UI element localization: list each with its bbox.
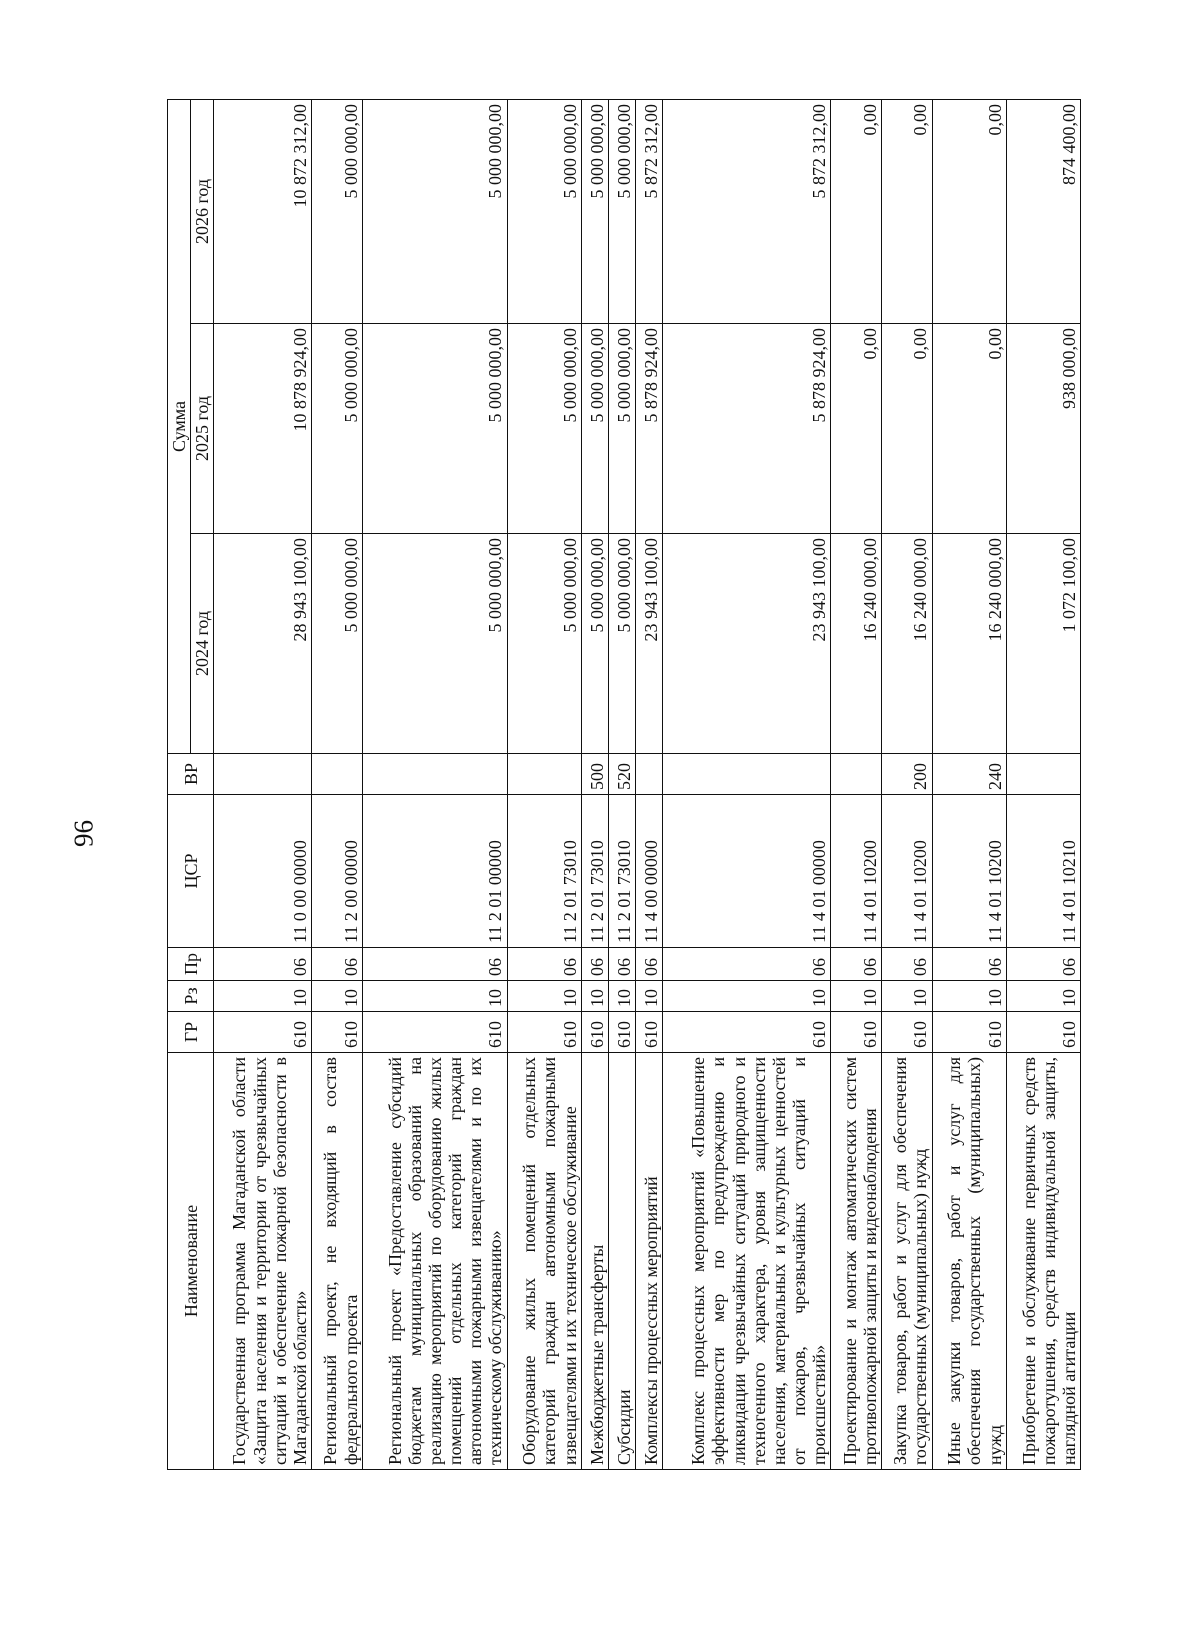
cell-vr [312, 754, 363, 795]
cell-csr: 11 2 01 73010 [608, 795, 635, 948]
cell-rz: 10 [214, 981, 312, 1012]
table-row [932, 99, 1006, 1469]
header-2026: 2026 год [191, 99, 214, 323]
cell-vr [662, 754, 830, 795]
cell-name: Проектирование и монтаж автоматических систем противопожарной защиты и видеонаблюдения [831, 1053, 882, 1470]
cell-name: Региональный проект, не входящий в состав федерального проекта [312, 1053, 363, 1470]
cell-vr [362, 754, 507, 795]
header-row-top [168, 99, 191, 1469]
cell-rz: 10 [581, 981, 608, 1012]
cell-vr: 520 [608, 754, 635, 795]
cell-csr: 11 4 01 10200 [932, 795, 1006, 948]
cell-y2026: 5 000 000,00 [581, 99, 608, 323]
cell-y2024: 16 240 000,00 [831, 534, 882, 754]
cell-y2026: 0,00 [932, 99, 1006, 323]
table-row [1006, 99, 1080, 1469]
cell-y2025: 5 000 000,00 [581, 324, 608, 534]
budget-table-body [214, 99, 1081, 1469]
cell-vr [831, 754, 882, 795]
cell-y2024: 5 000 000,00 [608, 534, 635, 754]
cell-pr: 06 [662, 948, 830, 981]
cell-gr: 610 [662, 1012, 830, 1053]
header-2025: 2025 год [191, 324, 214, 534]
cell-pr: 06 [831, 948, 882, 981]
cell-y2025: 5 000 000,00 [608, 324, 635, 534]
page-number: 96 [68, 820, 99, 847]
cell-y2025: 5 878 924,00 [662, 324, 830, 534]
cell-gr: 610 [635, 1012, 662, 1053]
cell-gr: 610 [881, 1012, 932, 1053]
header-2024: 2024 год [191, 534, 214, 754]
header-vr: ВР [168, 754, 214, 795]
cell-vr [635, 754, 662, 795]
cell-rz: 10 [362, 981, 507, 1012]
cell-rz: 10 [608, 981, 635, 1012]
cell-gr: 610 [831, 1012, 882, 1053]
cell-y2025: 938 000,00 [1006, 324, 1080, 534]
table-row [662, 99, 830, 1469]
cell-y2026: 874 400,00 [1006, 99, 1080, 323]
cell-y2026: 0,00 [831, 99, 882, 323]
header-pr: Пр [168, 948, 214, 981]
table-row [831, 99, 882, 1469]
cell-vr: 200 [881, 754, 932, 795]
cell-csr: 11 4 01 00000 [662, 795, 830, 948]
cell-y2025: 0,00 [881, 324, 932, 534]
cell-csr: 11 2 01 73010 [581, 795, 608, 948]
cell-y2025: 5 000 000,00 [507, 324, 581, 534]
cell-name: Иные закупки товаров, работ и услуг для обеспечения государственных (муниципальных) нужд [932, 1053, 1006, 1470]
cell-name: Комплексы процессных мероприятий [635, 1053, 662, 1470]
cell-y2025: 5 878 924,00 [635, 324, 662, 534]
cell-y2025: 10 878 924,00 [214, 324, 312, 534]
cell-y2024: 5 000 000,00 [581, 534, 608, 754]
cell-vr: 240 [932, 754, 1006, 795]
cell-rz: 10 [831, 981, 882, 1012]
header-sum: Сумма [168, 99, 191, 753]
cell-name: Государственная программа Магаданской области «Защита населения и территории от чрезвычайных ситуаций и обеспечение пожарной безопасности в Магаданской области» [214, 1053, 312, 1470]
cell-csr: 11 4 01 10200 [831, 795, 882, 948]
cell-csr: 11 4 01 10210 [1006, 795, 1080, 948]
cell-y2024: 5 000 000,00 [312, 534, 363, 754]
cell-pr: 06 [214, 948, 312, 981]
table-row [608, 99, 635, 1469]
table-row [635, 99, 662, 1469]
budget-table-wrapper [167, 100, 1081, 1470]
cell-name: Региональный проект «Предоставление субсидий бюджетам муниципальных образований на реализацию мероприятий по оборудованию жилых помещений отдельных категорий граждан автономными пожарными извещателями и по их техническому обслуживанию» [362, 1053, 507, 1470]
cell-gr: 610 [1006, 1012, 1080, 1053]
table-row [507, 99, 581, 1469]
cell-y2026: 0,00 [881, 99, 932, 323]
cell-y2024: 5 000 000,00 [362, 534, 507, 754]
cell-gr: 610 [362, 1012, 507, 1053]
cell-gr: 610 [932, 1012, 1006, 1053]
cell-pr: 06 [362, 948, 507, 981]
cell-y2024: 5 000 000,00 [507, 534, 581, 754]
cell-y2025: 5 000 000,00 [312, 324, 363, 534]
cell-name: Комплекс процессных мероприятий «Повышение эффективности мер по предупреждению и ликвидации чрезвычайных ситуаций природного и техногенного характера, уровня защищенности населения, материальных и культурных ценностей от пожаров, чрезвычайных ситуаций и происшествий» [662, 1053, 830, 1470]
cell-rz: 10 [881, 981, 932, 1012]
table-row [581, 99, 608, 1469]
table-row [362, 99, 507, 1469]
cell-y2024: 23 943 100,00 [662, 534, 830, 754]
cell-rz: 10 [312, 981, 363, 1012]
cell-name: Субсидии [608, 1053, 635, 1470]
cell-pr: 06 [1006, 948, 1080, 981]
cell-name: Приобретение и обслуживание первичных средств пожаротушения, средств индивидуальной защиты, наглядной агитации [1006, 1053, 1080, 1470]
cell-y2025: 0,00 [831, 324, 882, 534]
cell-pr: 06 [932, 948, 1006, 981]
cell-y2026: 10 872 312,00 [214, 99, 312, 323]
cell-gr: 610 [214, 1012, 312, 1053]
cell-name: Межбюджетные трансферты [581, 1053, 608, 1470]
header-gr: ГР [168, 1012, 214, 1053]
budget-table [167, 99, 1081, 1470]
cell-gr: 610 [581, 1012, 608, 1053]
cell-y2026: 5 000 000,00 [312, 99, 363, 323]
cell-y2026: 5 000 000,00 [362, 99, 507, 323]
cell-vr [1006, 754, 1080, 795]
cell-csr: 11 2 01 73010 [507, 795, 581, 948]
cell-vr [507, 754, 581, 795]
cell-gr: 610 [312, 1012, 363, 1053]
cell-y2025: 0,00 [932, 324, 1006, 534]
cell-name: Оборудование жилых помещений отдельных категорий граждан автономными пожарными извещателями и их техническое обслуживание [507, 1053, 581, 1470]
cell-y2026: 5 872 312,00 [635, 99, 662, 323]
cell-y2026: 5 872 312,00 [662, 99, 830, 323]
table-row [214, 99, 312, 1469]
header-name: Наименование [168, 1053, 214, 1470]
cell-csr: 11 4 01 10200 [881, 795, 932, 948]
cell-y2026: 5 000 000,00 [507, 99, 581, 323]
cell-rz: 10 [662, 981, 830, 1012]
cell-csr: 11 4 00 00000 [635, 795, 662, 948]
cell-vr: 500 [581, 754, 608, 795]
cell-pr: 06 [608, 948, 635, 981]
cell-name: Закупка товаров, работ и услуг для обеспечения государственных (муниципальных) нужд [881, 1053, 932, 1470]
cell-rz: 10 [1006, 981, 1080, 1012]
cell-y2024: 23 943 100,00 [635, 534, 662, 754]
cell-rz: 10 [635, 981, 662, 1012]
cell-vr [214, 754, 312, 795]
table-row [312, 99, 363, 1469]
cell-csr: 11 2 01 00000 [362, 795, 507, 948]
cell-rz: 10 [932, 981, 1006, 1012]
cell-y2024: 16 240 000,00 [881, 534, 932, 754]
cell-y2024: 16 240 000,00 [932, 534, 1006, 754]
cell-rz: 10 [507, 981, 581, 1012]
cell-pr: 06 [507, 948, 581, 981]
cell-y2026: 5 000 000,00 [608, 99, 635, 323]
cell-y2024: 28 943 100,00 [214, 534, 312, 754]
cell-pr: 06 [312, 948, 363, 981]
cell-csr: 11 0 00 00000 [214, 795, 312, 948]
table-row [881, 99, 932, 1469]
cell-csr: 11 2 00 00000 [312, 795, 363, 948]
cell-pr: 06 [635, 948, 662, 981]
cell-pr: 06 [881, 948, 932, 981]
cell-gr: 610 [608, 1012, 635, 1053]
cell-pr: 06 [581, 948, 608, 981]
cell-gr: 610 [507, 1012, 581, 1053]
header-csr: ЦСР [168, 795, 214, 948]
header-rz: Рз [168, 981, 214, 1012]
cell-y2024: 1 072 100,00 [1006, 534, 1080, 754]
cell-y2025: 5 000 000,00 [362, 324, 507, 534]
